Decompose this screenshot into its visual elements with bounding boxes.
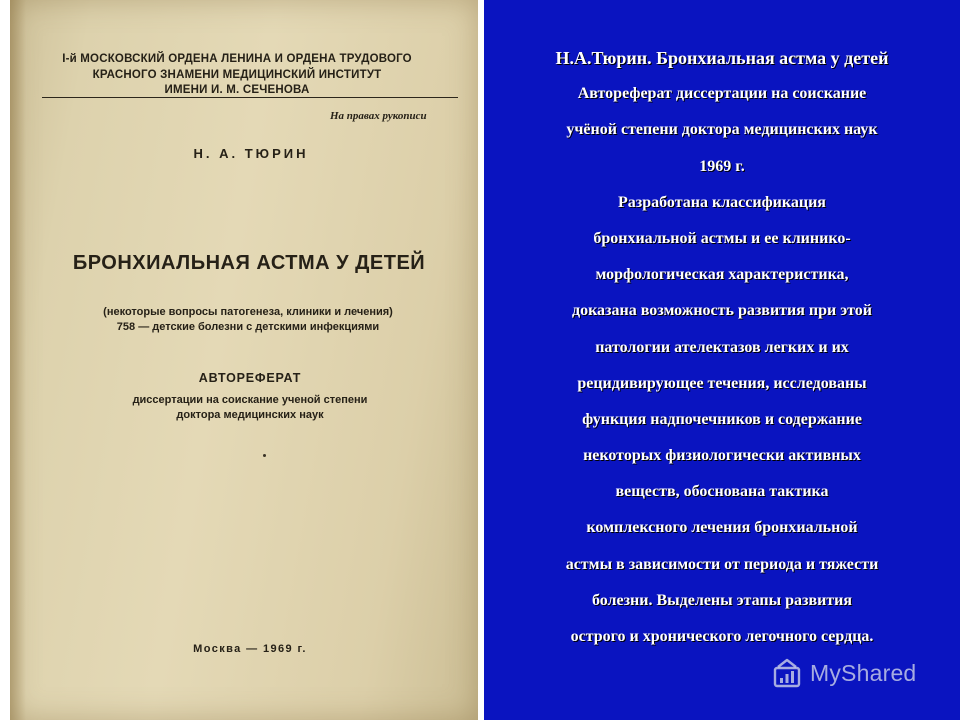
dissertation-line: диссертации на соискание ученой степени [132, 394, 368, 406]
slide-line: функция надпочечников и содержание [582, 410, 862, 428]
myshared-watermark [770, 656, 916, 690]
avtoreferat-heading: АВТОРЕФЕРАТ [198, 371, 302, 385]
slide-line: 1969 г. [699, 157, 745, 175]
watermark-text: MyShared [810, 659, 917, 686]
slide-line: некоторых физиологически активных [583, 447, 861, 465]
dissertation-note [100, 393, 400, 423]
slide-text [484, 40, 960, 655]
slide-line: астмы в зависимости от периода и тяжести [565, 555, 879, 573]
slide-line: болезни. Выделены этапы развития [591, 591, 853, 609]
slide-line: учёной степени доктора медицинских наук [566, 121, 878, 139]
slide-line: Автореферат диссертации на соискание [577, 85, 867, 103]
slide-line: Разработана классификация [618, 193, 826, 211]
slide-line: морфологическая характеристика, [595, 266, 849, 284]
dissertation-line: доктора медицинских наук [176, 409, 324, 421]
subtitle-line: (некоторые вопросы патогенеза, клиники и лечения) [103, 306, 393, 318]
cover-fold-shadow [10, 0, 26, 720]
slide-line: Н.А.Тюрин. Бронхиальная астма у детей [555, 48, 889, 68]
slide-line: доказана возможность развития при этой [571, 302, 873, 320]
institute-line: ИМЕНИ И. М. СЕЧЕНОВА [164, 84, 310, 96]
institute-name [32, 52, 442, 99]
institute-line: КРАСНОГО ЗНАМЕНИ МЕДИЦИНСКИЙ ИНСТИТУТ [92, 68, 382, 81]
slide-text-panel [484, 0, 960, 720]
cover-subtitle [70, 305, 426, 335]
header-rule [42, 97, 458, 98]
slide-line: рецидивирующее течения, исследованы [577, 374, 867, 392]
manuscript-note: На правах рукописи [330, 110, 427, 122]
slide-line: бронхиальной астмы и ее клинико- [593, 229, 851, 247]
myshared-logo-icon [770, 656, 804, 690]
cover-paper [10, 0, 478, 720]
slide-line: острого и хронического легочного сердца. [570, 628, 874, 645]
slide-line: веществ, обоснована тактика [615, 483, 829, 501]
subtitle-line: 758 — детские болезни с детскими инфекциями [116, 321, 380, 333]
cover-title: БРОНХИАЛЬНАЯ АСТМА У ДЕТЕЙ [72, 252, 426, 274]
cover-city-year: Москва — 1969 г. [193, 643, 307, 655]
slide-line: патологии ателектазов легких и их [595, 338, 849, 356]
institute-line: I-й МОСКОВСКИЙ ОРДЕНА ЛЕНИНА И ОРДЕНА ТРУДОВОГО [62, 53, 412, 65]
cover-author: Н. А. ТЮРИН [193, 146, 309, 161]
slide-line: комплексного лечения бронхиальной [586, 519, 858, 537]
paper-speck [263, 454, 266, 457]
